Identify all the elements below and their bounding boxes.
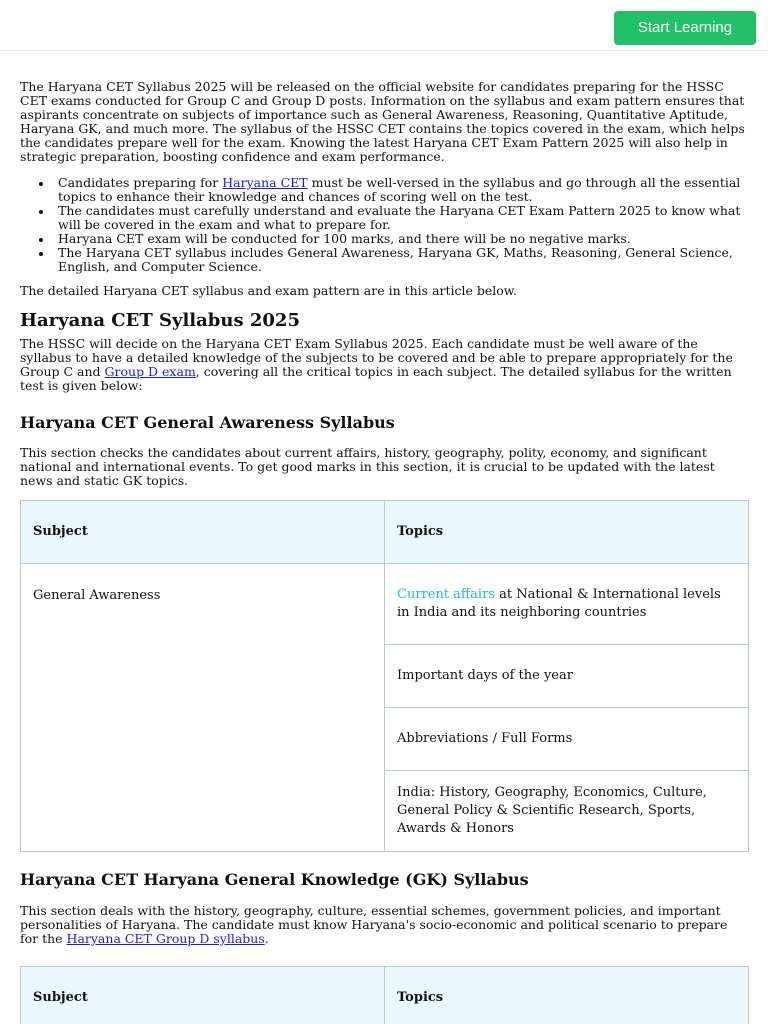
group-d-exam-link[interactable]: Group D exam [104,364,196,379]
paragraph-text: The HSSC will decide on the Haryana CET Exam Syllabus 2025. Each candidate must be well aware of the syllabus to have a detailed knowledge of the subjects to be covered and be able to prepare appropriately for the Group C and [20,336,733,379]
paragraph-text: , covering all the critical topics in each subject. The detailed syllabus for the written test is given below: [20,364,732,393]
list-item: The Haryana CET syllabus includes General Awareness, Haryana GK, Maths, Reasoning, General Science, English, and Computer Science. [58,246,748,274]
group-d-syllabus-link[interactable]: Haryana CET Group D syllabus [66,931,265,946]
current-affairs-link[interactable]: Current affairs [397,587,495,602]
general-awareness-heading: Haryana CET General Awareness Syllabus [20,413,395,432]
topic-cell: Abbreviations / Full Forms [385,708,749,771]
table-header-row [21,501,749,564]
topic-cell [385,564,749,645]
haryana-gk-paragraph [20,904,748,946]
topic-cell: Important days of the year [385,645,749,708]
top-bar [0,0,768,51]
topics-column-header: Topics [385,967,749,1024]
general-awareness-paragraph: This section checks the candidates about current affairs, history, geography, polity, economy, and significant national and international events. To get good marks in this section, it is crucial to be updated with the latest news and static GK topics. [20,445,715,488]
list-item [58,176,748,204]
table-header-row [21,967,749,1024]
list-item-text: Candidates preparing for [58,175,223,190]
table-row [21,564,749,645]
syllabus-paragraph [20,337,748,393]
detail-paragraph: The detailed Haryana CET syllabus and exam pattern are in this article below. [20,283,517,298]
topic-cell: India: History, Geography, Economics, Culture, General Policy & Scientific Research, Sports, Awards & Honors [385,771,749,852]
article-content [20,80,748,1024]
haryana-gk-table [20,966,749,1024]
list-item-text: must be well-versed in the syllabus and go through all the essential topics to enhance their knowledge and chances of scoring well on the test. [58,175,741,204]
paragraph-text: This section deals with the history, geography, culture, essential schemes, government policies, and important personalities of Haryana. The candidate must know Haryana's socio-economic and political scenario to prepare for the [20,903,728,946]
syllabus-heading: Haryana CET Syllabus 2025 [20,310,300,331]
haryana-gk-heading: Haryana CET Haryana General Knowledge (GK) Syllabus [20,870,529,889]
list-item: The candidates must carefully understand and evaluate the Haryana CET Exam Pattern 2025 to know what will be covered in the exam and what to prepare for. [58,204,748,232]
topics-column-header: Topics [385,501,749,564]
list-item: Haryana CET exam will be conducted for 100 marks, and there will be no negative marks. [58,232,748,246]
topic-text: at National & International levels in India and its neighboring countries [397,587,721,620]
haryana-cet-link[interactable]: Haryana CET [222,175,308,190]
subject-cell: General Awareness [21,564,385,852]
start-learning-button[interactable]: Start Learning [614,11,756,45]
paragraph-text: . [264,931,269,946]
subject-column-header: Subject [21,967,385,1024]
subject-column-header: Subject [21,501,385,564]
general-awareness-table [20,500,749,852]
key-points-list [20,176,748,274]
intro-paragraph: The Haryana CET Syllabus 2025 will be released on the official website for candidates preparing for the HSSC CET exams conducted for Group C and Group D posts. Information on the syllabus and exam pattern ensures that aspirants concentrate on subjects of importance such as General Awareness, Reasoning, Quantitative Aptitude, Haryana GK, and much more. The syllabus of the HSSC CET contains the topics covered in the exam, which helps the candidates prepare well for the exam. Knowing the latest Haryana CET Exam Pattern 2025 will also help in strategic preparation, boosting confidence and exam performance. [20,79,745,164]
